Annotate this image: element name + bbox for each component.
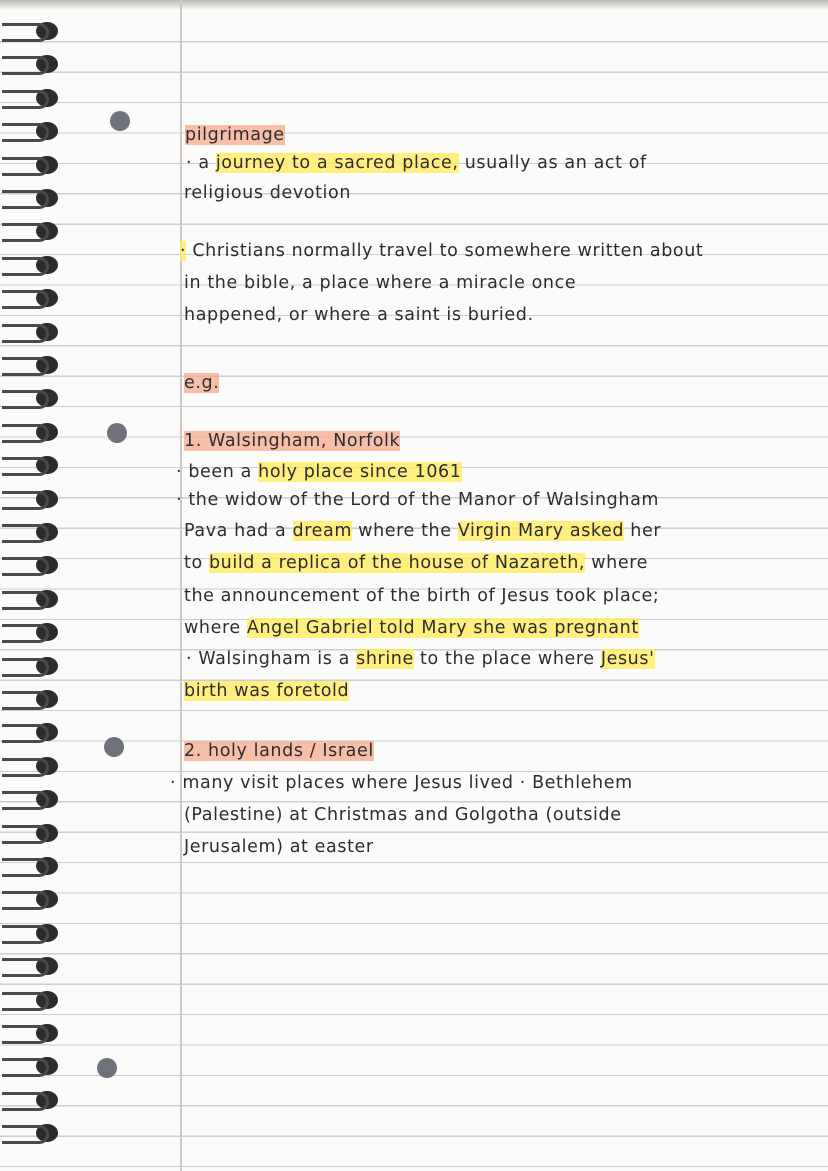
spiral-coil [2, 152, 62, 178]
punch-hole-3 [104, 737, 124, 757]
spiral-coil [2, 385, 62, 411]
text: 1. Walsingham, Norfolk [184, 431, 401, 451]
text: where the [358, 521, 452, 541]
section1-title [184, 428, 400, 454]
spiral-coil [2, 786, 62, 812]
text: many visit places where Jesus lived · Bethlehem [182, 773, 633, 793]
highlight-text: Angel Gabriel told Mary she was pregnant [246, 618, 639, 638]
text: happened, or where a saint is buried. [184, 305, 534, 325]
highlight-text: Virgin Mary asked [457, 521, 625, 541]
spiral-coil [2, 920, 62, 946]
spiral-coil [2, 953, 62, 979]
text: her [630, 521, 662, 541]
spiral-coil [2, 452, 62, 478]
spiral-coil [2, 719, 62, 745]
heading-text: pilgrimage [185, 125, 285, 145]
definition-line-1 [186, 150, 647, 176]
text: been a [188, 462, 252, 482]
spiral-coil [2, 18, 62, 44]
spiral-coil [2, 218, 62, 244]
text: where [184, 618, 241, 638]
spiral-coil [2, 285, 62, 311]
spiral-coil [2, 1120, 62, 1146]
bullet: · [186, 153, 193, 173]
spiral-coil [2, 586, 62, 612]
spiral-coil [2, 118, 62, 144]
section1-line-4 [184, 550, 648, 576]
text: · Walsingham is a [186, 649, 350, 669]
highlight-marker: · [180, 241, 187, 261]
spiral-coil [2, 85, 62, 111]
spiral-coil [2, 51, 62, 77]
spiral-coil [2, 619, 62, 645]
spiral-coil [2, 1053, 62, 1079]
spiral-coil [2, 352, 62, 378]
spiral-coil [2, 319, 62, 345]
highlight-text: journey to a sacred place, [215, 153, 459, 173]
eg-label [184, 370, 219, 396]
punch-hole-4 [97, 1058, 117, 1078]
text: usually as an act of [464, 153, 647, 173]
text: Christians normally travel to somewhere written about [192, 241, 704, 261]
text: in the bible, a place where a miracle once [184, 273, 577, 293]
text: where [591, 553, 648, 573]
spiral-coil [2, 686, 62, 712]
highlight-text: holy place since 1061 [258, 462, 462, 482]
highlight-text: shrine [356, 649, 414, 669]
text: e.g. [184, 373, 220, 393]
text: 2. holy lands / Israel [184, 741, 374, 761]
spiral-coil [2, 185, 62, 211]
text: Pava had a [184, 521, 287, 541]
definition-line-2 [184, 180, 351, 206]
text: religious devotion [184, 183, 352, 203]
section1-line-2 [176, 487, 659, 513]
spiral-coil [2, 419, 62, 445]
punch-hole-1 [110, 111, 130, 131]
text: to [184, 553, 203, 573]
bullet: · [176, 490, 183, 510]
text: to the place where [420, 649, 595, 669]
christians-line-1 [180, 238, 703, 264]
spiral-coil [2, 987, 62, 1013]
spiral-coil [2, 1087, 62, 1113]
section1-line-6 [184, 615, 639, 641]
spiral-coil [2, 820, 62, 846]
highlight-text: build a replica of the house of Nazareth, [208, 553, 586, 573]
text: Jerusalem) at easter [184, 837, 374, 857]
highlight-text: birth was foretold [184, 681, 350, 701]
section2-line-3 [184, 834, 374, 860]
spiral-coil [2, 853, 62, 879]
punch-hole-2 [107, 423, 127, 443]
spiral-coil [2, 886, 62, 912]
margin-line [180, 0, 182, 1171]
text: a [198, 153, 210, 173]
section2-line-2 [184, 802, 622, 828]
text: (Palestine) at Christmas and Golgotha (outside [184, 805, 622, 825]
spiral-coil [2, 252, 62, 278]
section1-line-7 [186, 646, 655, 672]
christians-line-3 [184, 302, 534, 328]
section1-line-3 [184, 518, 661, 544]
christians-line-2 [184, 270, 576, 296]
spiral-coil [2, 486, 62, 512]
spiral-binding [0, 18, 72, 1168]
spiral-coil [2, 552, 62, 578]
text: the widow of the Lord of the Manor of Walsingham [188, 490, 660, 510]
bullet: · [170, 773, 177, 793]
section1-line-8 [184, 678, 349, 704]
section1-line-1 [176, 459, 462, 485]
section2-title [184, 738, 374, 764]
highlight-text: dream [292, 521, 352, 541]
text: the announcement of the birth of Jesus took place; [184, 586, 660, 606]
section2-line-1 [170, 770, 633, 796]
spiral-coil [2, 653, 62, 679]
spiral-coil [2, 1020, 62, 1046]
heading-pilgrimage [185, 122, 285, 148]
spiral-coil [2, 753, 62, 779]
highlight-text: Jesus' [600, 649, 655, 669]
bullet: · [176, 462, 183, 482]
section1-line-5 [184, 583, 659, 609]
spiral-coil [2, 519, 62, 545]
